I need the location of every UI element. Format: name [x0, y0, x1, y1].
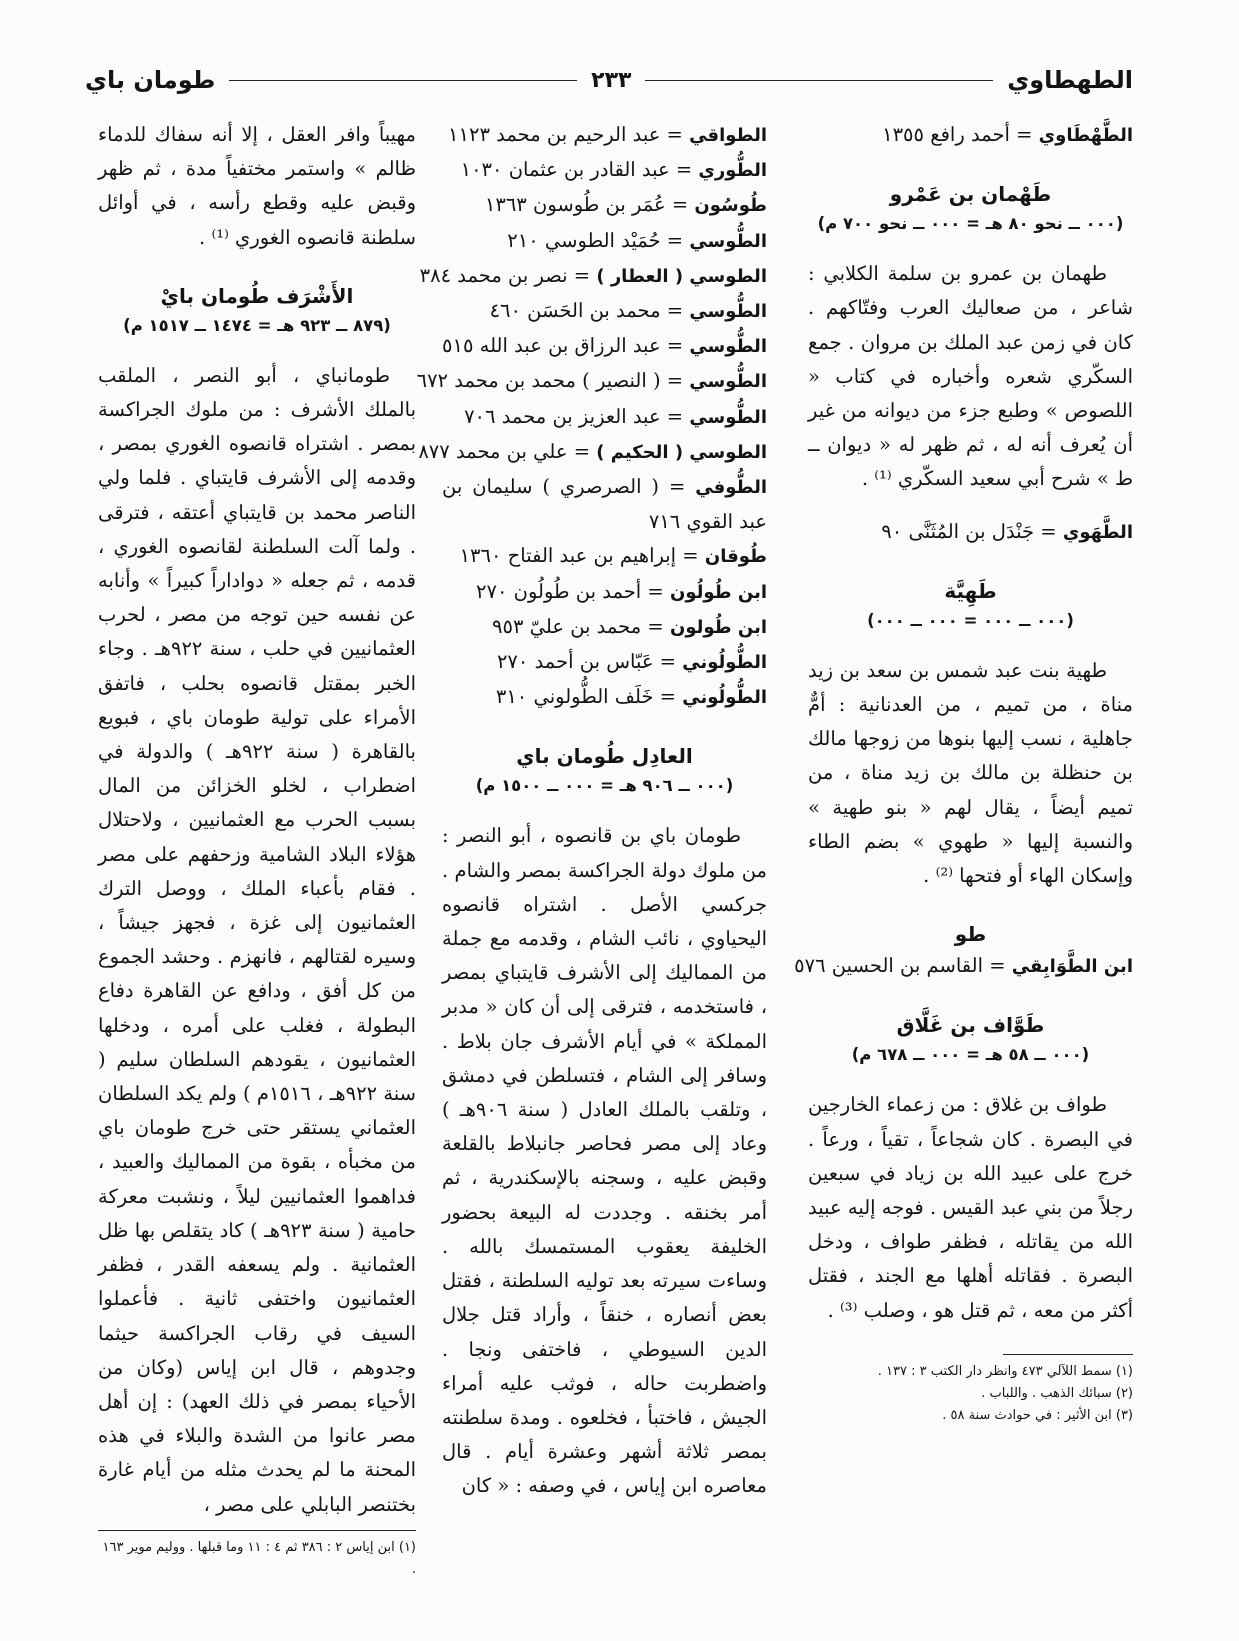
cross-reference [442, 539, 767, 574]
entry-body: طومان باي بن قانصوه ، أبو النصر : من ملوك دولة الجراكسة بمصر والشام . جركسي الأصل . اشتراه قانصوه اليحياوي ، نائب الشام ، وقدمه مع جملة من المماليك إلى الأشرف قايتباي بمصر ، فاستخدمه ، فترقى إلى أن كان « مدبر المملكة » في أيام الأشرف جان بلاط . وسافر إلى الشام ، فتسلطن في دمشق ، وتلقب بالملك العادل ( سنة ٩٠٦هـ ) وعاد إلى مصر فحاصر جانبلاط بالقلعة وقبض عليه ، وسجنه بالإسكندرية ، ثم أمر بخنقه . وجددت له البيعة بحضور الخليفة يعقوب المستمسك بالله . وساءت سيرته بعد توليه السلطنة ، فقتل بعض أنصاره ، خنقاً ، وأراد قتل جلال الدين السيوطي ، فاختفى ونجا . واضطربت حاله ، فوثب عليه أمراء الجيش ، فاختبأ ، فخلعوه . ومدة سلطنته بمصر ثلاثة أشهر وعشرة أيام . قال معاصره ابن إياس ، في وصفه : « كان [442, 824, 767, 1498]
column-left [98, 118, 416, 1581]
cross-reference [442, 470, 767, 539]
page-header [85, 62, 1133, 98]
footnote: (٢) سبائك الذهب . واللباب . [981, 1385, 1133, 1401]
header-rule [229, 80, 577, 81]
cross-reference [808, 118, 1133, 153]
ref-term: الطُّوسي [689, 371, 767, 393]
cross-reference [794, 949, 1133, 984]
ref-term: الطُّوفي [695, 477, 767, 499]
entry-body: طواف بن غلاق : من زعماء الخارجين في البصرة . كان شجاعاً ، تقياً ، ورعاً . خرج على عبيد الله بن زياد في سبعين رجلاً من بني عبد القيس . فوجه إليه عبيد الله من يقاتله ، فظفر طواف ، ودخل البصرة . فقاتله أهلها مع الجند ، فقتل أكثر من معه ، ثم قتل هو ، وصلب ⁽³⁾ . [808, 1093, 1133, 1322]
footnote-rule [1003, 1354, 1133, 1355]
ref-term: الطُّولُوني [682, 687, 767, 709]
ref-term: الطوسي ( العطار ) [596, 265, 767, 287]
entry-dates: (٠٠٠ ــ ٥٨ هـ = ٠٠٠ ــ ٦٧٨ م) [851, 1045, 1090, 1065]
entry-dates: (٠٠٠ ــ نحو ٨٠ هـ = ٠٠٠ ــ نحو ٧٠٠ م) [817, 214, 1124, 234]
ref-target: = أحمد رافع ١٣٥٥ [882, 123, 1033, 146]
ref-term: الطَّهْطَاوي [1038, 125, 1133, 146]
ref-target: = علي بن محمد ٨٧٧ [418, 439, 591, 463]
footnote: (١) ابن إياس ٢ : ٣٨٦ ثم ٤ : ١١ وما قبلها . ووليم موير ١٦٣ . [102, 1539, 416, 1577]
cross-reference [442, 575, 767, 610]
footnote-rule [98, 1530, 416, 1531]
ref-target: = ( النصير ) محمد بن محمد ٦٧٢ [416, 369, 684, 393]
ref-target: = عبد الرزاق بن عبد الله ٥١٥ [442, 334, 684, 358]
page-number: ٢٣٣ [591, 67, 632, 93]
ref-target: = حُمَيْد الطوسي ٢١٠ [507, 228, 684, 252]
entry-continuation: مهيباً وافر العقل ، إلا أنه سفاك للدماء ظالم » واستمر مختفياً مدة ، ثم ظهر وقبض عليه وقطع رأسه ، في أوائل سلطنة قانصوه الغوري ⁽¹⁾ . [98, 123, 416, 249]
entry-dates: (٠٠٠ ــ ٠٠٠ = ٠٠٠ ــ ٠٠٠) [867, 610, 1074, 630]
cross-reference [442, 118, 767, 153]
cross-reference [442, 329, 767, 364]
ref-target: = محمد بن الحَسَن ٤٦٠ [489, 299, 684, 323]
ref-target: = عَبّاس بن أحمد ٢٧٠ [496, 650, 677, 674]
cross-reference [442, 645, 767, 680]
cross-reference [442, 680, 767, 715]
ref-term: الطُّوري [698, 160, 767, 182]
section-heading: طو [954, 922, 987, 947]
ref-target: = عبد القادر بن عثمان ١٠٣٠ [460, 158, 693, 182]
cross-reference [416, 364, 767, 399]
cross-reference [419, 259, 767, 294]
ref-term: الطُّوسي [689, 230, 767, 252]
entry-title: الأَشْرَف طُومان بايْ [160, 283, 354, 308]
ref-target: = عبد العزيز بن محمد ٧٠٦ [464, 404, 684, 428]
ref-target: = إبراهيم بن عبد الفتاح ١٣٦٠ [459, 544, 699, 568]
ref-target: = عُمَر بن طُوسون ١٣٦٣ [484, 193, 689, 217]
entry-body: طهية بنت عبد شمس بن سعد بن زيد مناة ، من تميم ، من العدنانية : أمٌّ جاهلية ، نسب إليها بنوها من زوجها مالك بن حنظلة بن مالك بن زيد مناة ، من تميم أيضاً ، يقال لهم « بنو طهية » والنسبة إليها « طهوي » بضم الطاء وإسكان الهاء أو فتحها ⁽²⁾ . [808, 658, 1133, 888]
ref-term: طُوسُون [694, 195, 767, 217]
cross-reference [418, 435, 767, 470]
ref-target: = عبد الرحيم بن محمد ١١٢٣ [448, 123, 683, 146]
ref-term: ابن طُولُون [669, 581, 767, 603]
ref-term: ابن الطَّوَابِقي [1011, 956, 1133, 978]
header-left-title: طومان باي [84, 66, 216, 94]
footnote: (١) سمط اللآلي ٤٧٣ وانظر دار الكتب ٣ : ١٣٧ . [877, 1363, 1133, 1379]
cross-reference [442, 188, 767, 223]
ref-term: الطَّهَوي [1062, 521, 1133, 543]
entry-body: طومانباي ، أبو النصر ، الملقب بالملك الأشرف : من ملوك الجراكسة بمصر . اشتراه قانصوه الغوري بمصر ، وقدمه إلى الأشرف قايتباي . فلما ولي الناصر محمد بن قايتباي أعتقه ، فترقى . ولما آلت السلطنة لقانصوه الغوري ، قدمه ، ثم جعله « دواداراً كبيراً » وأنابه عن نفسه حين توجه من مصر ، لحرب العثمانيين في حلب ، سنة ٩٢٢هـ . وجاء الخبر بمقتل قانصوه بحلب ، فاتفق الأمراء على تولية طومان باي ، فبويع بالقاهرة ( سنة ٩٢٢هـ ) والدولة في اضطراب ، لخلو الخزائن من المال بسبب الحرب مع العثمانيين ، ولاحتلال هؤلاء البلاد الشامية وزحفهم على مصر . فقام بأعباء الملك ، ووصل الترك العثمانيون إلى غزة ، فجهز جيشاً ، وسيره لقتالهم ، فانهزم . وحشد الجموع من كل أفق ، ودافع عن القاهرة دفاع البطولة ، فغلب على أمره ، ودخلها العثمانيون ، يقودهم السلطان سليم ( سنة ٩٢٢هـ ، ١٥١٦م ) ولم يكد السلطان العثماني يستقر حتى خرج طومان باي من مخبأه ، بقوة من المماليك والعبيد ، فداهموا العثمانيين ليلاً ، ونشبت معركة حامية ( سنة ٩٢٣هـ ) كاد يتقلص بها ظل العثمانية . ولم يسعفه القدر ، فظفر العثمانيون واختفى ثانية . فأعملوا السيف في رقاب الجراكسة حيثما وجدوهم ، قال ابن إياس (وكان من الأحياء بمصر في ذلك العهد) : إن أهل مصر عانوا من الشدة والبلاء في هذه المحنة ما لم يحدث مثله من أيام غارة بختنصر البابلي على مصر ، [98, 363, 416, 1516]
ref-target: = خَلَف الطُّولوني ٣١٠ [495, 685, 677, 709]
entry-dates: (٠٠٠ ــ ٩٠٦ هـ = ٠٠٠ ــ ١٥٠٠ م) [475, 776, 734, 796]
header-rule [645, 80, 993, 81]
entry-dates: (٨٧٩ ــ ٩٢٣ هـ = ١٤٧٤ ــ ١٥١٧ م) [123, 315, 391, 335]
entry-title: طَهْمان بن عَمْرو [889, 182, 1052, 207]
ref-term: الطُّوسي [689, 406, 767, 428]
ref-term: الطوسي ( الحكيم ) [596, 441, 767, 463]
cross-reference [442, 294, 767, 329]
entry-title: العادِل طُومان باي [516, 744, 693, 769]
cross-reference [442, 610, 767, 645]
column-middle [416, 118, 767, 1504]
ref-term: الطُّولُوني [682, 652, 767, 674]
header-right-title: الطهطاوي [1007, 66, 1133, 94]
ref-target: = جَنْدَل بن المُثَنَّى ٩٠ [881, 519, 1057, 543]
cross-reference [442, 153, 767, 188]
cross-reference [442, 400, 767, 435]
ref-term: الطُّوسي [689, 336, 767, 358]
cross-reference [442, 224, 767, 259]
entry-title: طَوَّاف بن غَلَّاق [896, 1013, 1045, 1038]
column-right [794, 118, 1133, 1427]
ref-term: طُوقان [704, 546, 767, 568]
entry-body: طهمان بن عمرو بن سلمة الكلابي : شاعر ، من صعاليك العرب وفتّاكهم . كان في زمن عبد الملك بن مروان . جمع السكّري شعره وأخباره في كتاب « اللصوص » وطبع جزء من ديوانه من غير أن يُعرف أنه له ، ثم ظهر له « ديوان ــ ط » شرح أبي سعيد السكّري ⁽¹⁾ . [808, 262, 1133, 491]
ref-target: = محمد بن عليّ ٩٥٣ [492, 614, 664, 638]
ref-target: = نصر بن محمد ٣٨٤ [419, 263, 591, 287]
ref-term: الطُّوسي [689, 301, 767, 323]
ref-term: ابن طُولون [669, 616, 767, 638]
ref-target: = القاسم بن الحسين ٥٧٦ [794, 954, 1006, 978]
ref-target: = أحمد بن طُولُون ٢٧٠ [476, 579, 664, 603]
footnote: (٣) ابن الأثير : في حوادث سنة ٥٨ . [942, 1407, 1133, 1423]
ref-term: الطواقي [689, 125, 767, 146]
ref-target: = ( الصرصري ) سليمان بن عبد القوي ٧١٦ [442, 475, 767, 534]
cross-reference [808, 515, 1133, 550]
entry-title: طَهِيَّة [944, 578, 997, 603]
